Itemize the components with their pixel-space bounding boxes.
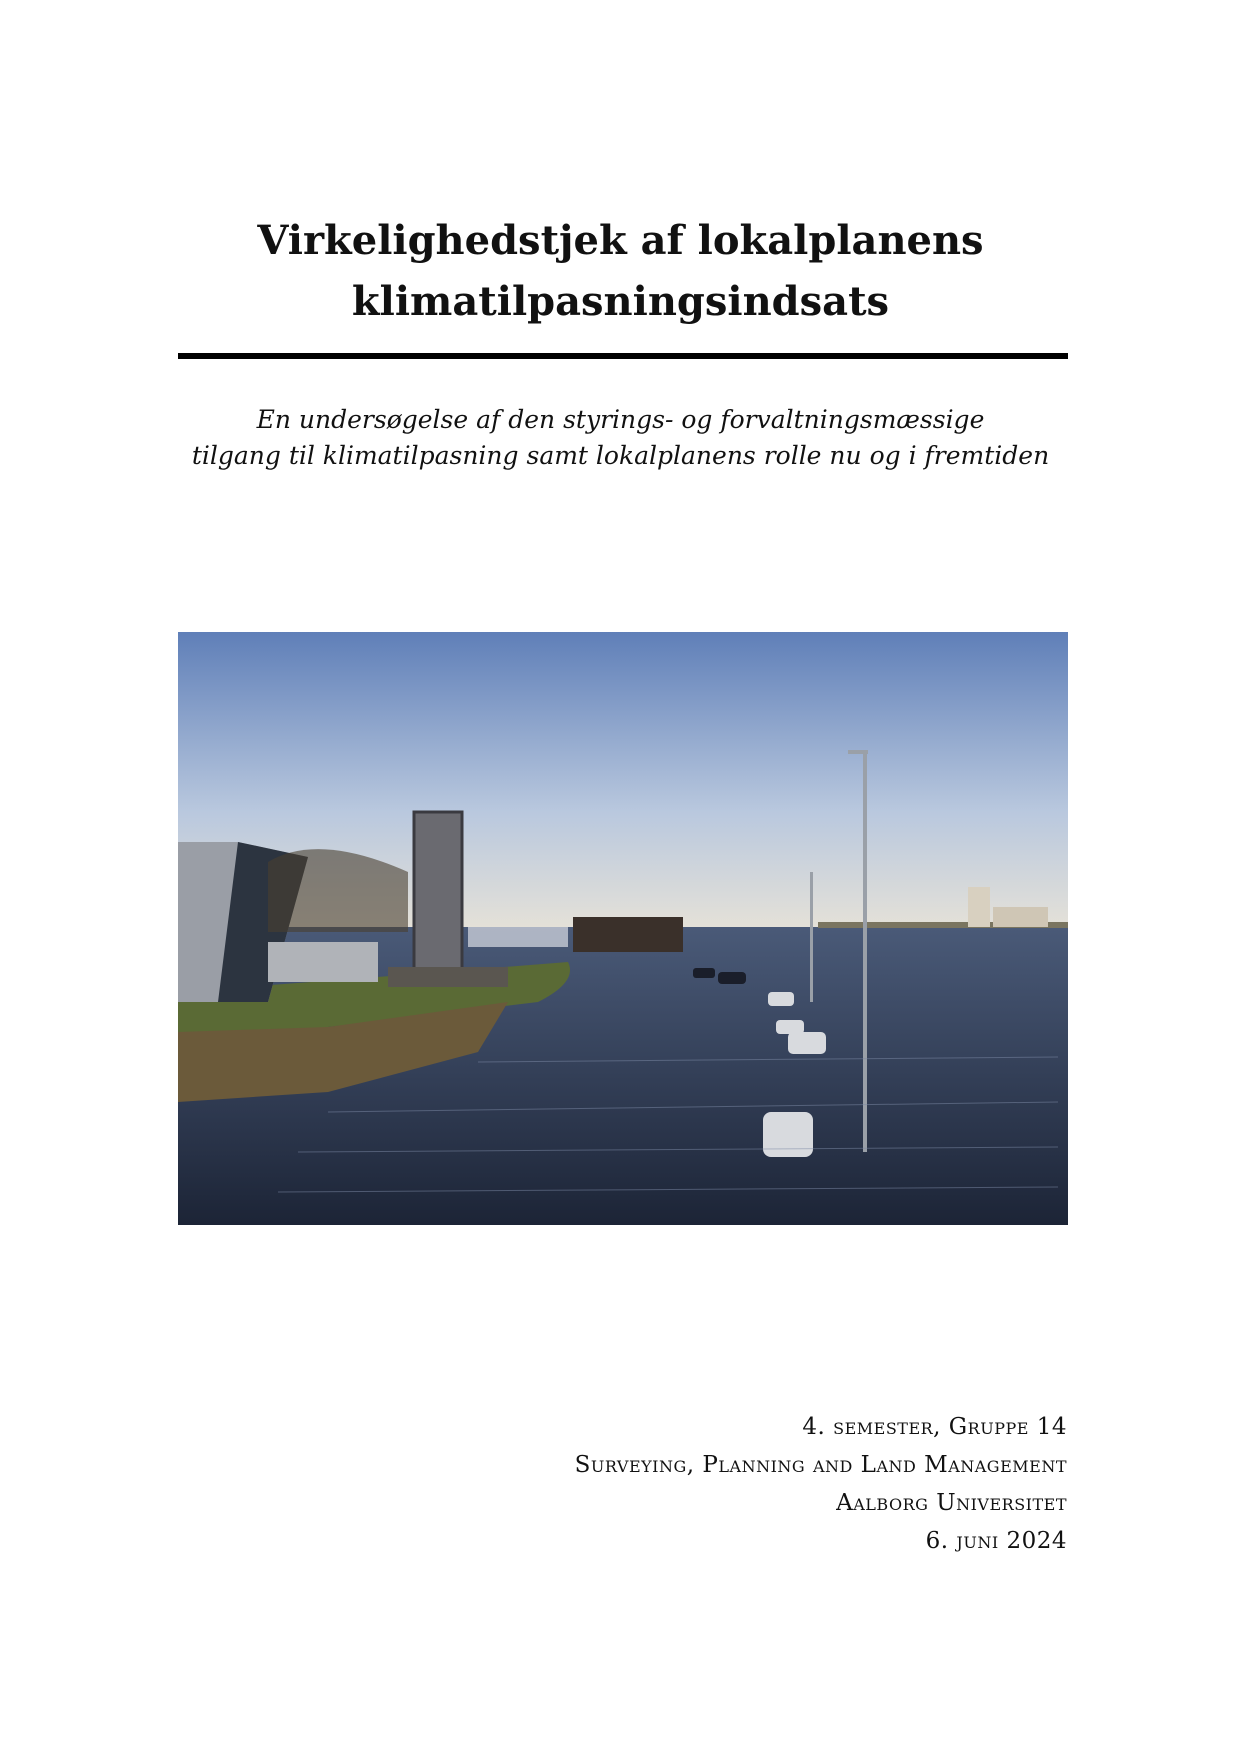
apartment-block [993, 907, 1048, 927]
street-lamp [863, 752, 867, 1152]
title-line-2: klimatilpasningsindsats [351, 278, 890, 325]
subtitle-line-1: En undersøgelse af den styrings- og forvaltningsmæssige [256, 405, 985, 434]
street-lamp-2 [810, 872, 813, 1002]
document-footer [575, 1408, 1067, 1560]
cover-photo [178, 632, 1068, 1225]
document-title [0, 210, 1241, 332]
footer-date: 6. juni 2024 [925, 1528, 1067, 1554]
tower-base [388, 967, 508, 987]
lamp-head [848, 750, 868, 754]
document-subtitle [0, 402, 1241, 474]
title-rule [178, 353, 1068, 359]
footer-university: Aalborg Universitet [836, 1490, 1067, 1516]
moored-boats [468, 927, 568, 947]
footer-program: Surveying, Planning and Land Management [574, 1452, 1067, 1478]
title-line-1: Virkelighedstjek af lokalplanens [257, 217, 984, 264]
lookout-tower [414, 812, 462, 977]
subtitle-line-2: tilgang til klimatilpasning samt lokalplanens rolle nu og i fremtiden [191, 441, 1050, 470]
harbor-building [573, 917, 683, 952]
footer-semester: 4. semester, Gruppe 14 [802, 1414, 1067, 1440]
low-building [268, 942, 378, 982]
apartment-tower [968, 887, 990, 927]
